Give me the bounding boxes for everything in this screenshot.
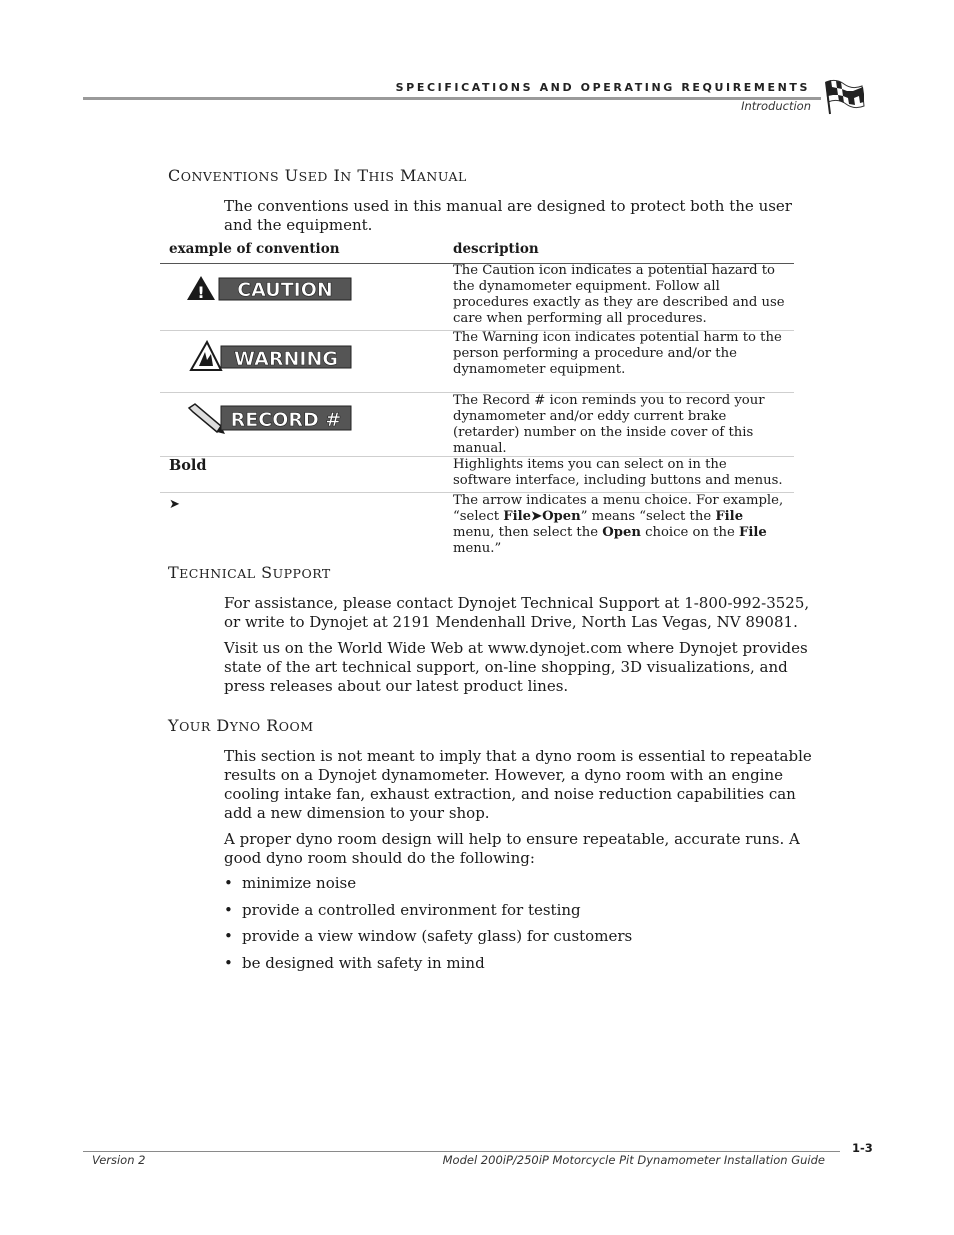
warning-description: The Warning icon indicates potential harm to the person performing a procedure and/or the dynamometer equipment. [453,330,782,377]
section-heading-conventions: CONVENTIONS USED IN THIS MANUAL [168,166,467,185]
checkered-flag-icon [822,76,866,116]
menu-arrow-icon: ➤ [169,497,180,512]
warning-badge [187,340,353,372]
section-heading-dyno-room: YOUR DYNO ROOM [168,716,314,735]
caution-description: The Caution icon indicates a potential hazard to the dynamometer equipment. Follow all procedures exactly as they are described and use care when performing all procedures. [453,263,785,326]
footer-version: Version 2 [92,1153,146,1167]
footer-document-title: Model 200iP/250iP Motorcycle Pit Dynamometer Installation Guide [442,1153,825,1167]
conventions-intro: The conventions used in this manual are designed to protect both the user and the equipment. [224,197,792,234]
bullet-icon: • [224,874,233,892]
list-item: • provide a controlled environment for testing [224,900,581,919]
support-contact-paragraph: For assistance, please contact Dynojet Technical Support at 1-800-992-3525, or write to Dynojet at 2191 Mendenhall Drive, North Las Vegas, NV 89081. [224,594,810,631]
bullet-icon: • [224,900,233,919]
support-web-paragraph: Visit us on the World Wide Web at www.dynojet.com where Dynojet provides state of the art technical support, on-line shopping, 3D visualizations, and press releases about our latest product lines. [224,639,808,695]
table-header-example: example of convention [169,241,340,257]
record-badge [187,402,353,434]
bullet-icon: • [224,953,233,972]
running-header-subtitle: Introduction [741,99,811,113]
warning-label: WARNING [234,348,338,370]
footer-rule [83,1151,840,1152]
caution-badge [187,274,353,302]
arrow-description: The arrow indicates a menu choice. For example, “select File➤Open” means “select the File menu, then select the Open choice on the File menu.” [453,493,784,556]
header-rule [83,97,821,100]
bold-description: Highlights items you can select on in the software interface, including buttons and menus. [453,457,783,488]
list-item: • provide a view window (safety glass) for customers [224,927,633,946]
bullet-icon: • [224,927,233,946]
record-description: The Record # icon reminds you to record your dynamometer and/or eddy current brake (retarder) number on the inside cover of this manual. [453,393,765,456]
dyno-room-intro-paragraph: This section is not meant to imply that a dyno room is essential to repeatable results on a Dynojet dynamometer. However, a dyno room with an engine cooling intake fan, exhaust extraction, and noise reduction capabilities can add a new dimension to your shop. [224,747,812,822]
svg-text:!: ! [197,283,205,302]
table-header-description: description [453,241,539,257]
running-header-title: SPECIFICATIONS AND OPERATING REQUIREMENTS [395,81,810,94]
bold-convention-label: Bold [169,457,207,474]
list-item: • minimize noise [224,874,357,892]
page-number: 1-3 [852,1141,873,1155]
caution-label: CAUTION [237,279,333,301]
dyno-room-design-paragraph: A proper dyno room design will help to ensure repeatable, accurate runs. A good dyno room should do the following: [224,830,800,867]
section-heading-technical-support: TECHNICAL SUPPORT [168,563,331,582]
dyno-room-requirements-list [224,874,632,980]
list-item: • be designed with safety in mind [224,953,485,972]
record-label: RECORD # [230,409,342,431]
